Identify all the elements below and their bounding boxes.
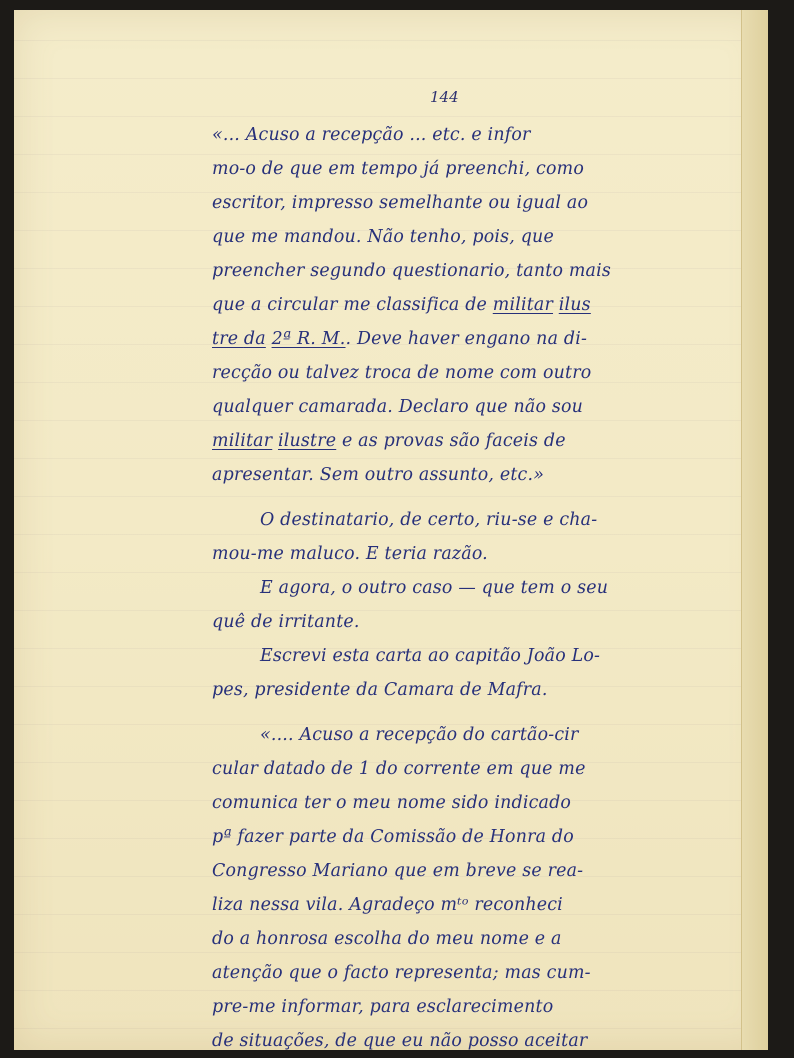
underlined-word: ilus: [558, 295, 591, 315]
paragraph-gap: [212, 707, 692, 718]
text-line: E agora, o outro caso — que tem o seu: [260, 578, 609, 598]
page-number: 144: [430, 88, 459, 106]
text-line: Congresso Mariano que em breve se rea-: [212, 861, 584, 881]
text-line: pes, presidente da Camara de Mafra.: [212, 680, 548, 700]
underlined-word: militar: [212, 431, 273, 451]
text-line: pª fazer parte da Comissão de Honra do: [212, 827, 574, 847]
underlined-word: da: [243, 329, 266, 349]
paragraph-gap: [212, 492, 692, 503]
text-line: qualquer camarada. Declaro que não sou: [212, 397, 584, 417]
text-line: mo-o de que em tempo já preenchi, como: [212, 159, 584, 179]
text-line: que me mandou. Não tenho, pois, que: [212, 227, 554, 247]
text-line: preencher segundo questionario, tanto mais: [212, 261, 612, 281]
text-line: liza nessa vila. Agradeço mᵗᵒ reconheci: [212, 895, 563, 915]
text-line: mou-me maluco. E teria razão.: [212, 544, 488, 564]
text-line: de situações, de que eu não posso aceitar: [212, 1031, 588, 1050]
text-line: escritor, impresso semelhante ou igual ao: [212, 193, 589, 213]
manuscript-page: [14, 10, 768, 1050]
text-line: «... Acuso a recepção ... etc. e infor: [212, 125, 531, 145]
text-line: Escrevi esta carta ao capitão João Lo-: [260, 646, 601, 666]
text-line: comunica ter o meu nome sido indicado: [212, 793, 572, 813]
text-line: do a honrosa escolha do meu nome e a: [212, 929, 562, 949]
text-line: tre da 2ª R. M.. Deve haver engano na di-: [212, 329, 588, 349]
underlined-word: militar: [492, 295, 554, 315]
text-line: atenção que o facto representa; mas cum-: [212, 963, 591, 983]
text-line: cular datado de 1 do corrente em que me: [212, 759, 586, 779]
text-line: O destinatario, de certo, riu-se e cha-: [260, 510, 598, 530]
text-line: «.... Acuso a recepção do cartão-cir: [260, 725, 579, 745]
text-line: militar ilustre e as provas são faceis de: [212, 431, 566, 451]
text-line: pre-me informar, para esclarecimento: [212, 997, 554, 1017]
underlined-word: ilustre: [277, 431, 337, 451]
text-line: quê de irritante.: [212, 612, 360, 632]
text-line: que a circular me classifica de militar ilus: [212, 295, 591, 315]
text-line: recção ou talvez troca de nome com outro: [212, 363, 592, 383]
underlined-word: 2ª R. M.: [271, 329, 346, 349]
handwritten-text: [212, 118, 692, 1050]
underlined-word: tre: [212, 329, 244, 349]
page-edge: [741, 10, 768, 1050]
text-line: apresentar. Sem outro assunto, etc.»: [212, 465, 545, 485]
